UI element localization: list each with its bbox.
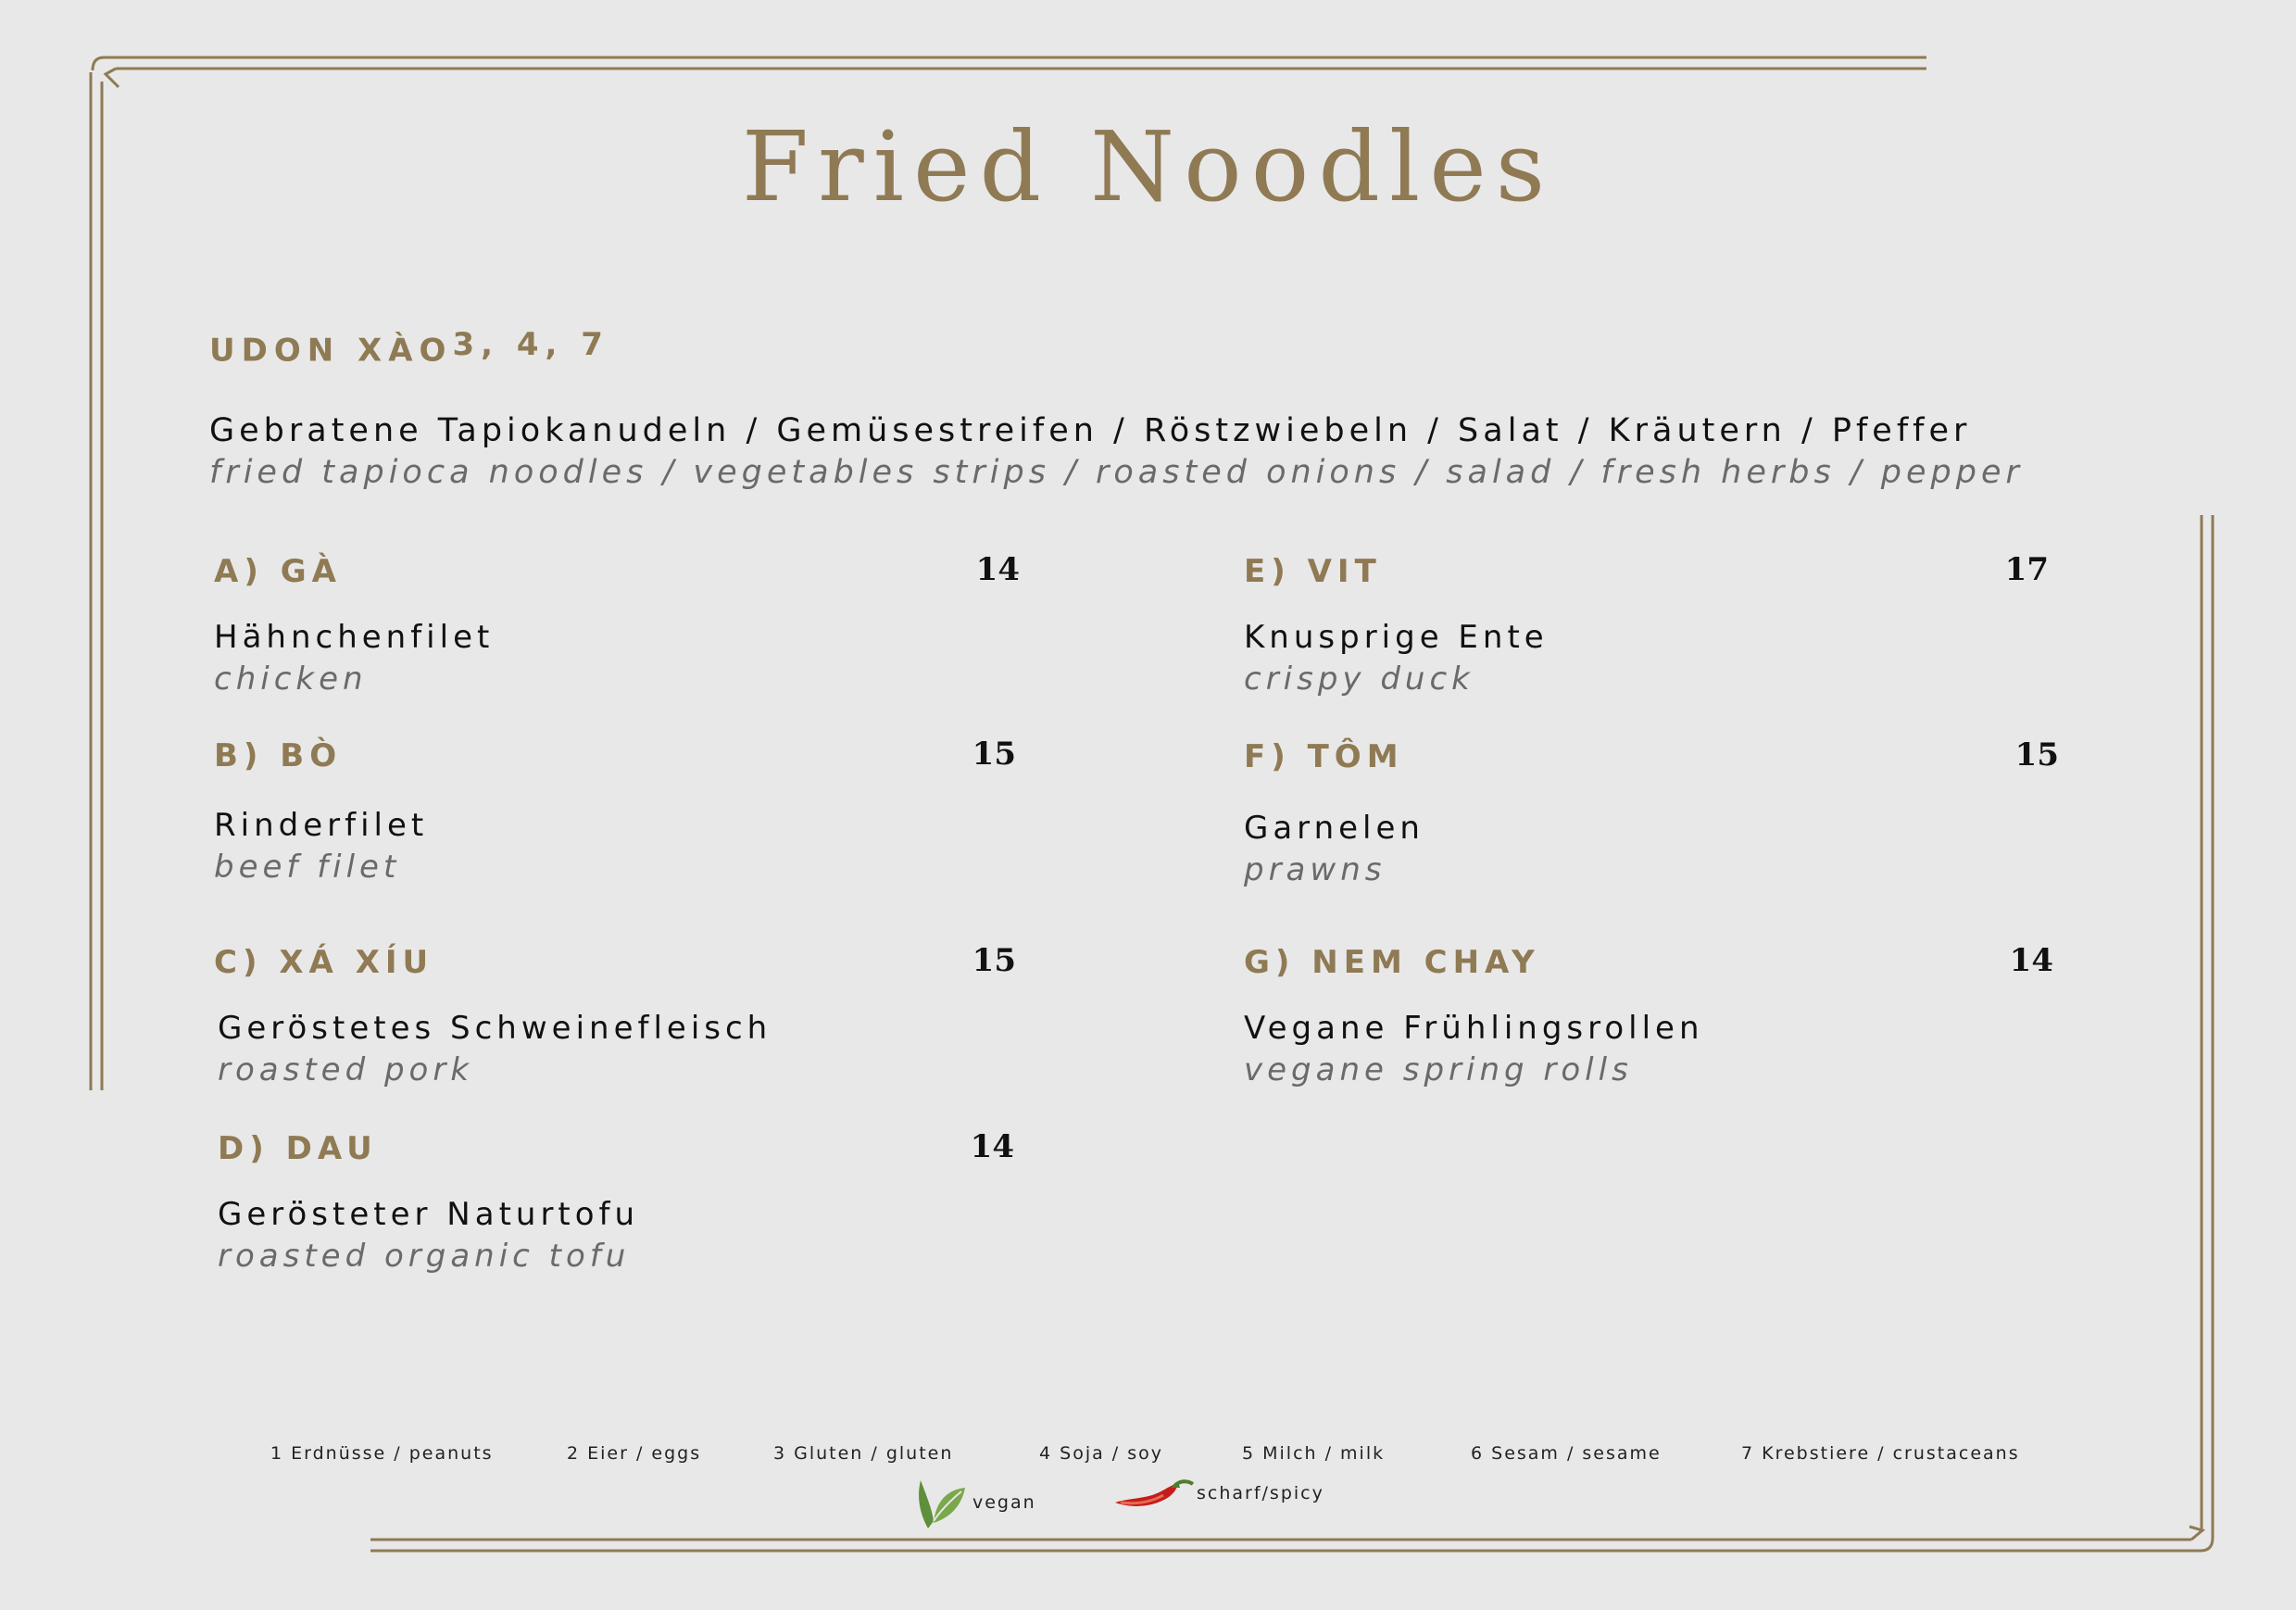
menu-option-nem-chay [1244,942,2053,1089]
option-description-de: Hähnchenfilet [214,619,495,656]
allergen-3: 3 Gluten / gluten [773,1443,954,1464]
option-description-de: Garnelen [1244,810,1424,847]
allergen-6: 6 Sesam / sesame [1471,1443,1662,1464]
menu-option-vit [1244,551,2049,698]
option-price: 15 [2014,736,2059,774]
chili-icon [1111,1475,1197,1512]
option-description-de: Geröstetes Schweinefleisch [218,1010,772,1047]
menu-option-xa-xiu [214,942,1016,1089]
option-name: A) GÀ [214,553,342,590]
dish-name: UDON XÀO [209,332,453,370]
allergen-5: 5 Milch / milk [1242,1443,1386,1464]
menu-option-bo [214,736,1016,887]
allergen-2: 2 Eier / eggs [567,1443,702,1464]
leaf-icon [915,1475,967,1530]
option-price: 17 [2004,551,2049,588]
option-price: 14 [2009,942,2053,979]
option-description-de: Gerösteter Naturtofu [218,1196,640,1233]
option-description-en: vegane spring rolls [1244,1050,1633,1088]
option-price: 15 [972,736,1016,773]
dish-allergen-refs: 3, 4, 7 [452,326,609,363]
dish-description-de: Gebratene Tapiokanudeln / Gemüsestreifen / Röstzwiebeln / Salat / Kräutern / Pfeffer [209,412,1972,449]
menu-option-ga [214,551,1020,698]
option-description-en: chicken [214,660,368,698]
menu-option-dau [218,1128,1014,1276]
legend-spicy-label: scharf/spicy [1197,1483,1324,1503]
option-description-de: Knusprige Ente [1244,619,1549,656]
option-price: 14 [970,1128,1014,1165]
legend-vegan [915,1475,1036,1530]
dish-header [209,326,609,370]
option-description-en: prawns [1244,850,1386,888]
legend-vegan-label: vegan [972,1492,1036,1513]
option-description-de: Vegane Frühlingsrollen [1244,1010,1704,1047]
option-name: B) BÒ [214,737,343,774]
option-name: E) VIT [1244,553,1382,590]
page-title: Fried Noodles [741,110,1555,223]
dish-description-en: fried tapioca noodles / vegetables strips / roasted onions / salad / fresh herbs / pepper [209,454,2024,491]
option-name: G) NEM CHAY [1244,944,1540,981]
option-price: 14 [975,551,1020,588]
option-description-en: roasted pork [218,1050,474,1088]
allergen-1: 1 Erdnüsse / peanuts [270,1443,494,1464]
allergen-7: 7 Krebstiere / crustaceans [1741,1443,2020,1464]
option-name: F) TÔM [1244,738,1404,775]
option-description-en: crispy duck [1244,660,1474,698]
allergen-4: 4 Soja / soy [1039,1443,1163,1464]
option-description-en: roasted organic tofu [218,1237,631,1275]
option-name: D) DAU [218,1130,378,1167]
menu-option-tom [1244,736,2059,889]
legend-spicy [1111,1475,1324,1512]
option-description-en: beef filet [214,848,401,886]
option-price: 15 [972,942,1016,979]
option-description-de: Rinderfilet [214,807,429,844]
option-name: C) XÁ XÍU [214,944,434,981]
